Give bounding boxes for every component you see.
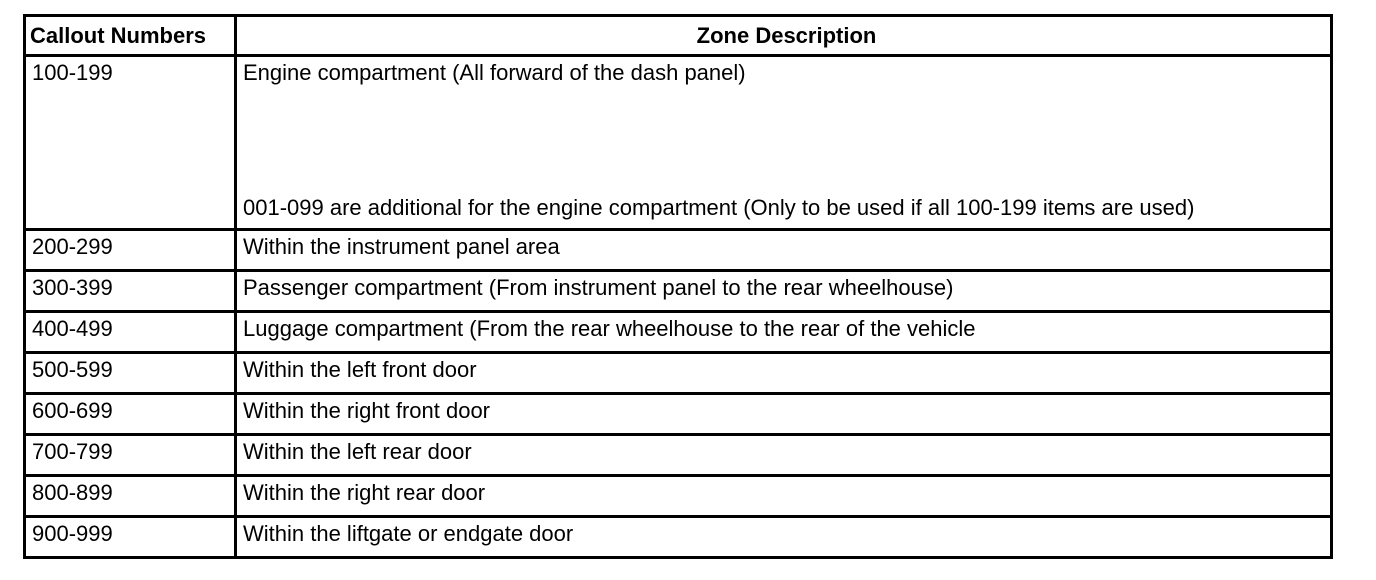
table-row bbox=[25, 517, 1332, 558]
zone-callout-table bbox=[23, 14, 1333, 559]
callout-cell: 500-599 bbox=[25, 353, 236, 394]
table-row bbox=[25, 394, 1332, 435]
callout-cell: 300-399 bbox=[25, 271, 236, 312]
description-cell: Within the left front door bbox=[236, 353, 1332, 394]
callout-cell: 100-199 bbox=[25, 56, 236, 230]
callout-cell: 700-799 bbox=[25, 435, 236, 476]
callout-cell: 400-499 bbox=[25, 312, 236, 353]
callout-cell: 600-699 bbox=[25, 394, 236, 435]
description-cell: Within the right front door bbox=[236, 394, 1332, 435]
table-row bbox=[25, 435, 1332, 476]
table-row bbox=[25, 312, 1332, 353]
table-header-row bbox=[25, 16, 1332, 56]
description-cell: Within the right rear door bbox=[236, 476, 1332, 517]
table-row bbox=[25, 353, 1332, 394]
description-cell: Passenger compartment (From instrument panel to the rear wheelhouse) bbox=[236, 271, 1332, 312]
description-cell: Within the liftgate or endgate door bbox=[236, 517, 1332, 558]
description-text: Engine compartment (All forward of the dash panel) bbox=[243, 60, 746, 85]
callout-cell: 900-999 bbox=[25, 517, 236, 558]
table-row bbox=[25, 56, 1332, 230]
table-row bbox=[25, 271, 1332, 312]
description-cell: Luggage compartment (From the rear wheelhouse to the rear of the vehicle bbox=[236, 312, 1332, 353]
callout-cell: 800-899 bbox=[25, 476, 236, 517]
description-cell bbox=[236, 56, 1332, 230]
callout-cell: 200-299 bbox=[25, 230, 236, 271]
table-row bbox=[25, 476, 1332, 517]
callout-numbers-header: Callout Numbers bbox=[25, 16, 236, 56]
description-cell: Within the instrument panel area bbox=[236, 230, 1332, 271]
description-note: 001-099 are additional for the engine compartment (Only to be used if all 100-199 items are used) bbox=[243, 195, 1195, 220]
description-cell: Within the left rear door bbox=[236, 435, 1332, 476]
table-row bbox=[25, 230, 1332, 271]
zone-description-header: Zone Description bbox=[236, 16, 1332, 56]
